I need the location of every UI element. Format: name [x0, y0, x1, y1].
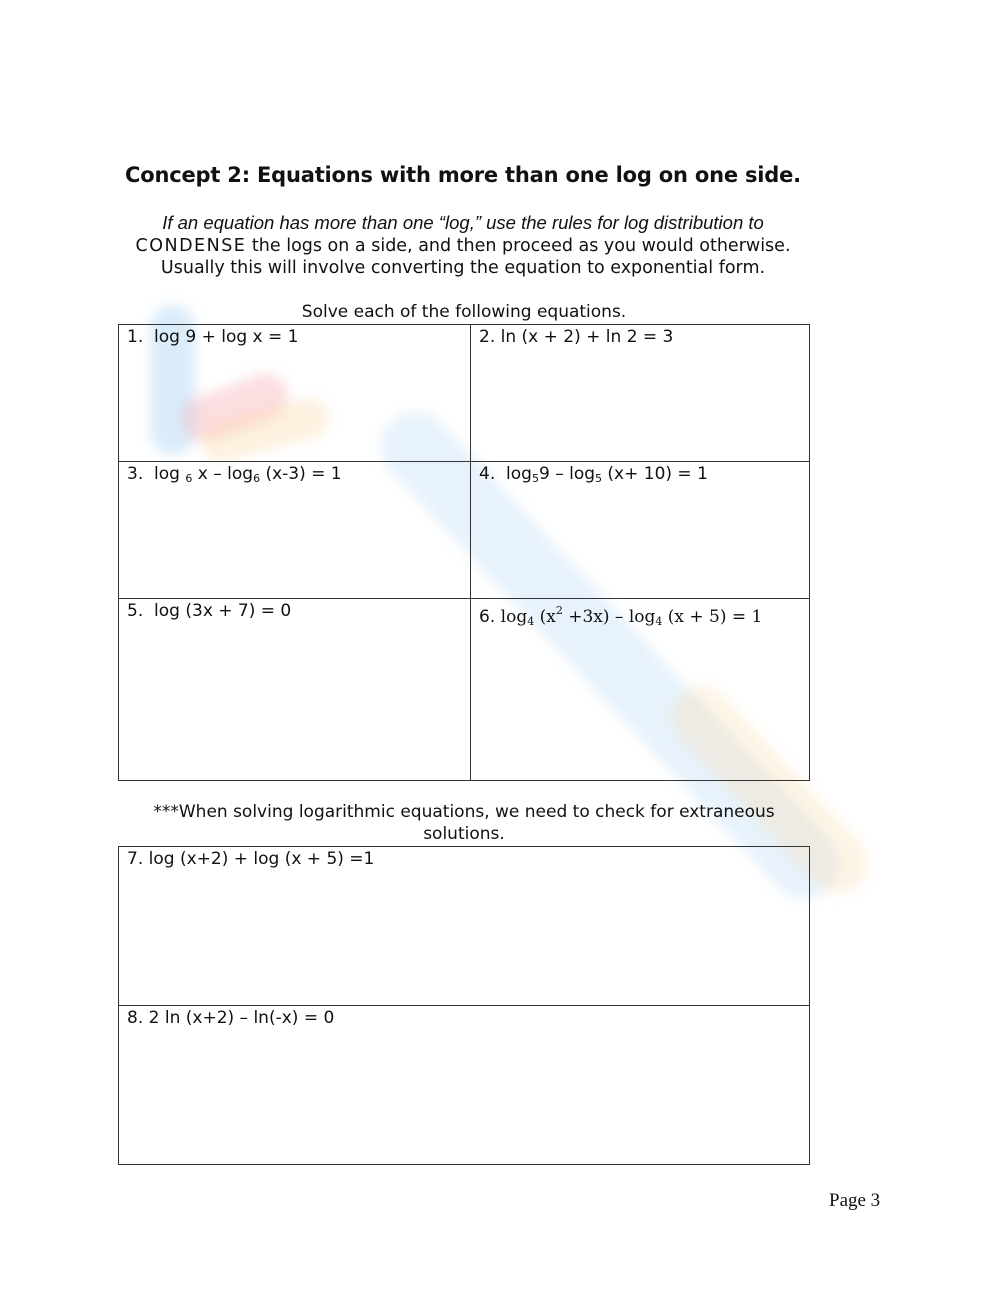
problem-cell-8[interactable] — [119, 1006, 810, 1165]
intro-line-2-rest: the logs on a side, and then proceed as you would otherwise. — [246, 235, 791, 256]
note-line-1: ***When solving logarithmic equations, we need to check for extraneous — [153, 802, 775, 822]
intro-line-2 — [0, 235, 926, 258]
intro-line-1: If an equation has more than one “log,” use the rules for log distribution to — [162, 212, 764, 233]
page-title: Concept 2: Equations with more than one log on one side. — [125, 163, 801, 187]
problem-cell-2[interactable] — [471, 325, 810, 462]
problem-cell-3[interactable] — [119, 462, 471, 599]
problem-number: 2. — [479, 327, 496, 347]
problem-equation: log 9 + log x = 1 — [154, 327, 299, 347]
problem-equation: ln (x + 2) + ln 2 = 3 — [500, 327, 674, 347]
problem-equation: log (x+2) + log (x + 5) =1 — [148, 849, 375, 869]
problem-equation: $\log_59 - \log_5 (x+ 10) = 1$ — [506, 464, 708, 485]
problem-number: 3. — [127, 464, 144, 484]
problem-equation: log $_6$ $x - \log_6 (x-3) = 1$ — [154, 464, 342, 485]
problem-cell-5[interactable] — [119, 599, 471, 781]
intro-paragraph — [0, 212, 926, 280]
problem-grid-2 — [118, 846, 810, 1165]
problem-cell-6[interactable] — [471, 599, 810, 781]
extraneous-note — [118, 801, 810, 845]
problem-equation: log (3x + 7) = 0 — [154, 601, 292, 621]
problem-cell-4[interactable] — [471, 462, 810, 599]
problem-number: 7. — [127, 849, 144, 869]
problem-equation: 2 ln (x+2) – ln(-x) = 0 — [148, 1008, 335, 1028]
intro-line-3: Usually this will involve converting the equation to exponential form. — [160, 258, 766, 278]
problem-number: 5. — [127, 601, 144, 621]
instructions: Solve each of the following equations. — [301, 302, 627, 322]
problem-number: 8. — [127, 1008, 144, 1028]
problem-number: 1. — [127, 327, 144, 347]
page-number: Page 3 — [829, 1190, 881, 1211]
condense-word: CONDENSE — [135, 235, 247, 256]
problem-grid — [118, 324, 810, 781]
problem-equation: $\log_4 (x^2 +3x) - \log_4 (x + 5) = 1$ — [500, 604, 763, 628]
problem-cell-1[interactable] — [119, 325, 471, 462]
note-line-2: solutions. — [423, 824, 505, 844]
problem-number: 4. — [479, 464, 496, 484]
problem-number: 6. — [479, 607, 496, 627]
problem-cell-7[interactable] — [119, 847, 810, 1006]
